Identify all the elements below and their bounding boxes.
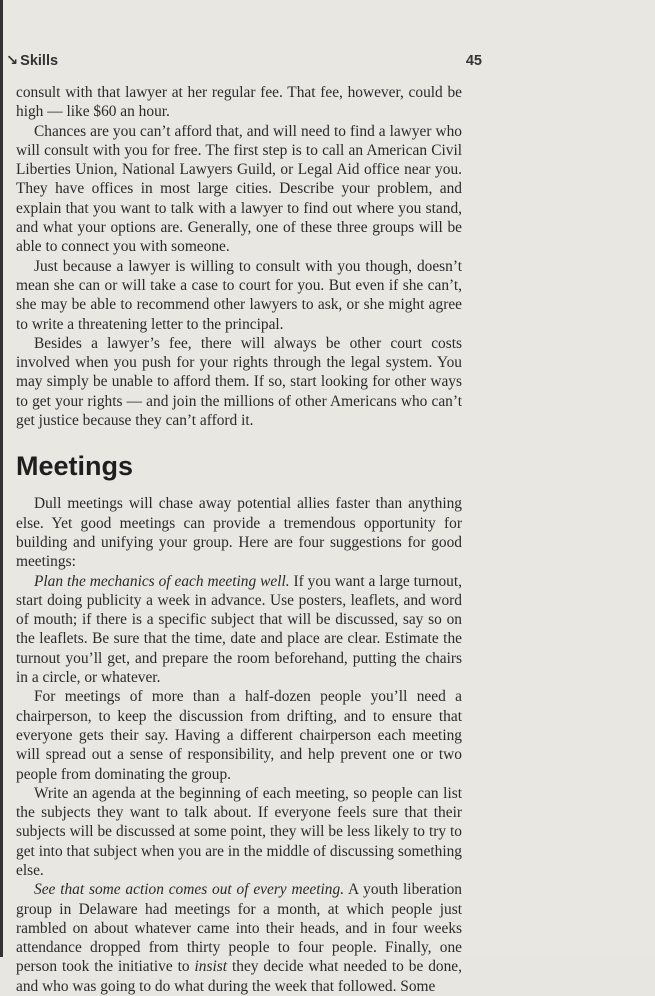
body-text (16, 83, 462, 996)
emphasis-lead: Plan the mechanics of each meeting well. (34, 572, 290, 590)
page-number: 45 (465, 53, 482, 69)
paragraph-end: they decide what needed to be done, and who was going to do what during the week that followed. Some (16, 958, 462, 995)
emphasis-word: insist (194, 958, 228, 976)
page-spine-edge (0, 0, 3, 957)
paragraph (16, 880, 462, 996)
paragraph-mid: A youth liberation group in Delaware had meetings for a month, at which people just rambled on about whatever came into their heads, and in four weeks attendance dropped from thirty people to four people. Finally, one person took the initiative to (16, 881, 462, 976)
margin-tick-icon: ↘ (6, 53, 19, 69)
paragraph: Dull meetings will chase away potential allies faster than anything else. Yet good meetings can provide a tremendous opportunity for building and unifying your group. Here are four suggestions for good meetings: (16, 495, 462, 571)
paragraph: Just because a lawyer is willing to consult with you though, doesn’t mean she can or will take a case to court for you. But even if she can’t, she may be able to recommend other lawyers to ask, or she might agree to write a threatening letter to the principal. (16, 257, 462, 333)
section-heading: Meetings (16, 451, 134, 482)
paragraph (16, 572, 462, 688)
paragraph: consult with that lawyer at her regular fee. That fee, however, could be high — like $60 an hour. (16, 84, 462, 121)
paragraph: Write an agenda at the beginning of each meeting, so people can list the subjects they want to talk about. If everyone feels sure that their subjects will be discussed at some point, they will be less likely to try to get into that subject when you are in the middle of discussing something else. (16, 784, 462, 879)
emphasis-lead: See that some action comes out of every meeting. (34, 881, 345, 899)
paragraph: Chances are you can’t afford that, and will need to find a lawyer who will consult with you for free. The first step is to call an American Civil Liberties Union, National Lawyers Guild, or Legal Aid office near you. They have offices in most large cities. Describe your problem, and explain that you want to talk with a lawyer to find out where you stand, and what your options are. Generally, one of these three groups will be able to connect you with someone. (16, 122, 462, 256)
paragraph: For meetings of more than a half-dozen people you’ll need a chairperson, to keep the discussion from drifting, and to ensure that everyone gets their say. Having a different chairperson each meeting will spread out a sense of responsibility, and help prevent one or two people from dominating the group. (16, 688, 462, 783)
paragraph: Besides a lawyer’s fee, there will always be other court costs involved when you push for your rights through the legal system. You may simply be unable to afford them. If so, start looking for other ways to get your rights — and join the millions of other Americans who can’t get justice because they can’t afford it. (16, 334, 462, 430)
paragraph-rest: If you want a large turnout, start doing publicity a week in advance. Use posters, leaflets, and word of mouth; if there is a specific subject that will be discussed, say so on the leaflets. Be sure that the time, date and place are clear. Estimate the turnout you’ll get, and prepare the room beforehand, putting the chairs in a circle, or whatever. (16, 572, 462, 687)
section-title-text: Skills (20, 53, 59, 69)
section-title (6, 53, 58, 69)
